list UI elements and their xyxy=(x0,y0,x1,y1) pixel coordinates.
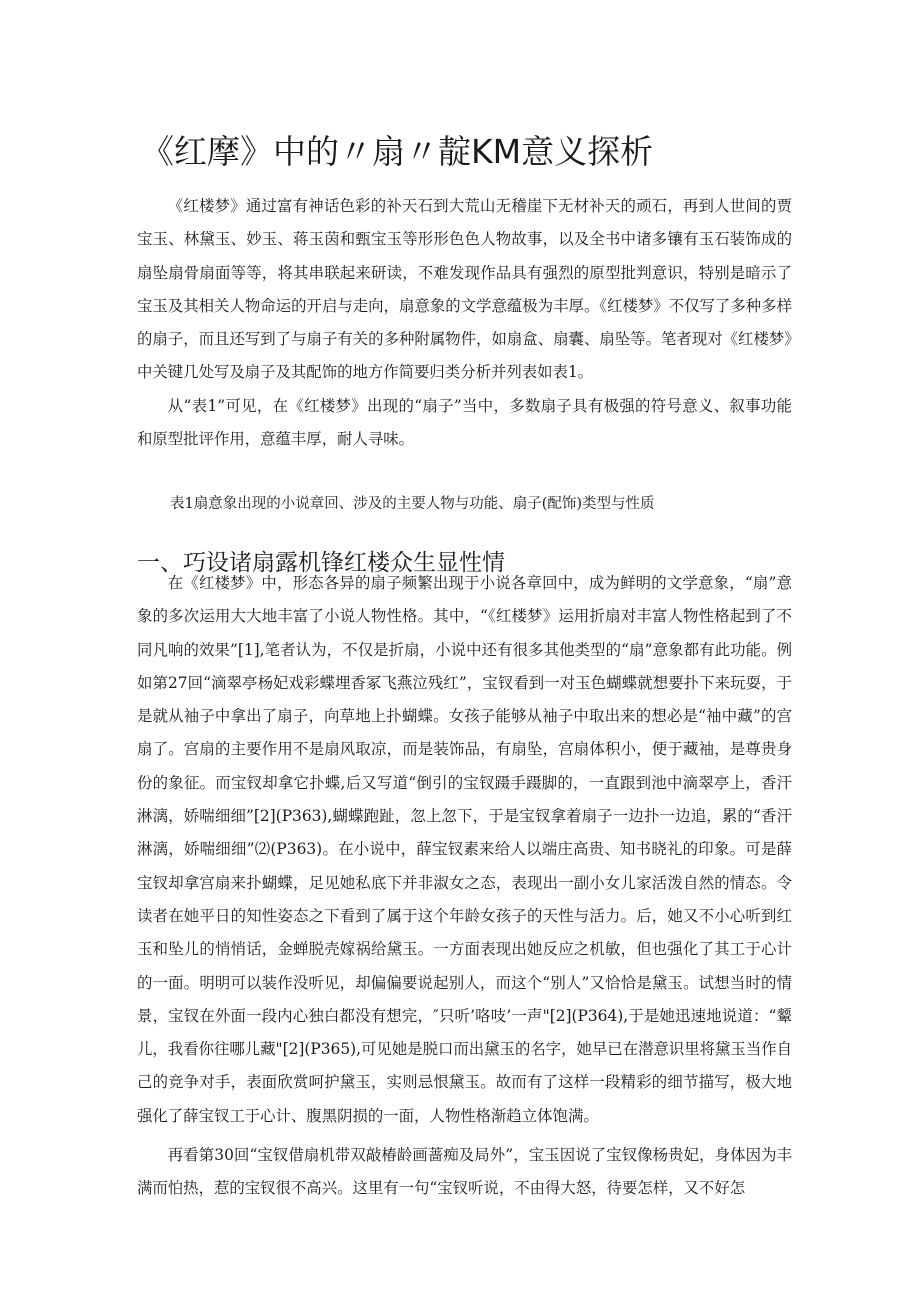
intro-paragraph-1: 《红楼梦》通过富有神话色彩的补天石到大荒山无稽崖下无材补天的顽石，再到人世间的贾宝玉、林黛玉、妙玉、蒋玉茵和甄宝玉等形形色色人物故事，以及全书中诸多镶有玉石装饰成的扇坠扇骨扇面等等，将其串联起来研读，不难发现作品具有强烈的原型批判意识，特别是暗示了宝玉及其相关人物命运的开启与走向，扇意象的文学意蕴极为丰厚。《红楼梦》不仅写了多种多样的扇子，而且还写到了与扇子有关的多种附属物件，如扇盒、扇囊、扇坠等。笔者现对《红楼梦》中关键几处写及扇子及其配饰的地方作简要归类分析并列表如表1。 xyxy=(137,197,792,382)
section-heading-1: 一、巧设诸扇露机锋红楼众生显性情 xyxy=(137,550,505,577)
document-title: 《红摩》中的〃扇〃靛KM意义探析 xyxy=(141,132,654,171)
intro-paragraph-2: 从“表1”可见，在《红楼梦》出现的“扇子”当中，多数扇子具有极强的符号意义、叙事功能和原型批评作用，意蕴丰厚，耐人寻味。 xyxy=(137,397,792,449)
section-1-paragraph-1: 在《红楼梦》中，形态各异的扇子频繁出现于小说各章回中，成为鲜明的文学意象，“扇”意象的多次运用大大地丰富了小说人物性格。其中，“《红楼梦》运用折扇对丰富人物性格起到了不同凡响的效果”[1],笔者认为，不仅是折扇，小说中还有很多其他类型的“扇”意象都有此功能。例如第27回“滴翠亭杨妃戏彩蝶埋香冢飞燕泣残红”，宝钗看到一对玉色蝴蝶就想要扑下来玩耍，于是就从袖子中拿出了扇子，向草地上扑蝴蝶。女孩子能够从袖子中取出来的想必是“袖中藏”的宫扇了。宫扇的主要作用不是扇风取凉，而是装饰品，有扇坠，宫扇体积小，便于藏袖，是尊贵身份的象征。而宝钗却拿它扑蝶,后又写道“倒引的宝钗蹑手蹑脚的，一直跟到池中滴翠亭上，香汗淋漓，娇喘细细”[2](P363),蝴蝶跑趾，忽上忽下，于是宝钗拿着扇子一边扑一边追，累的“香汗淋漓，娇喘细细”⑵(P363)。在小说中，薛宝钗素来给人以端庄高贵、知书晓礼的印象。可是薛宝钗却拿宫扇来扑蝴蝶，足见她私底下并非淑女之态，表现出一副小女儿家活泼自然的情态。令读者在她平日的知性姿态之下看到了属于这个年龄女孩子的天性与活力。后，她又不小心听到红玉和坠儿的悄悄话，金蝉脱壳嫁祸给黛玉。一方面表现出她反应之机敏，但也强化了其工于心计的一面。明明可以装作没听见，却偏偏要说起别人，而这个“别人”又恰恰是黛玉。试想当时的情景，宝钗在外面一段内心独白都没有想完，″只听’咯吱’一声"[2](P364),于是她迅速地说道：“颦儿，我看你往哪儿藏"[2](P365),可见她是脱口而出黛玉的名字，她早已在潜意识里将黛玉当作自己的竞争对手，表面欣赏呵护黛玉，实则忌恨黛玉。故而有了这样一段精彩的细节描写，极大地强化了薛宝钗工于心计、腹黑阴损的一面，人物性格渐趋立体饱满。 xyxy=(137,574,792,1125)
section-1-paragraph-2: 再看第30回“宝钗借扇机带双敲椿龄画蔷痴及局外”，宝玉因说了宝钗像杨贵妃，身体因为丰满而怕热，惹的宝钗很不高兴。这里有一句“宝钗听说，不由得大怒，待要怎样，又不好怎 xyxy=(137,1146,792,1198)
table-caption: 表1扇意象出现的小说章回、涉及的主要人物与功能、扇子(配饰)类型与性质 xyxy=(170,496,655,512)
